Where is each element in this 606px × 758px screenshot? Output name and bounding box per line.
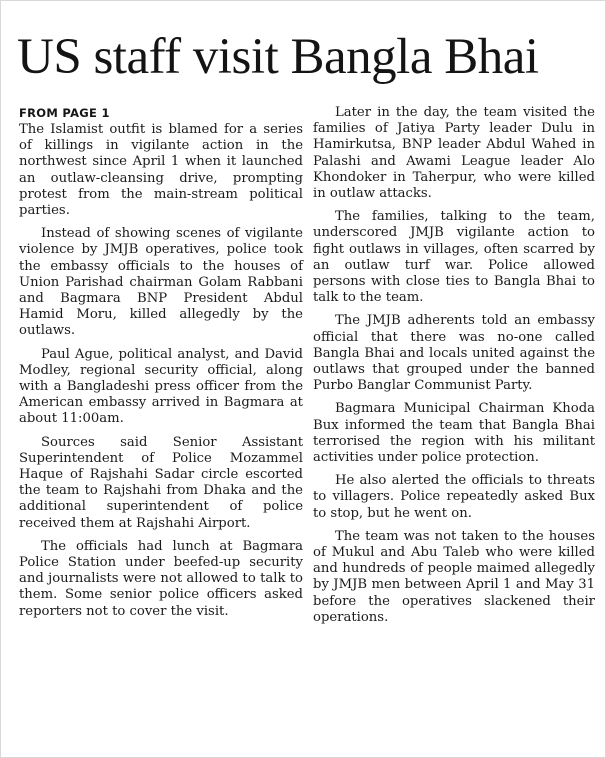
paragraph: The JMJB adherents told an embassy official that there was no-one called Bangla Bhai and locals united against the outlaws that grouped under the banned Purbo Banglar Communist Party. — [313, 313, 595, 394]
right-column — [313, 105, 595, 633]
paragraph: The families, talking to the team, underscored JMJB vigilante action to fight outlaws in villages, often scarred by an outlaw turf war. Police allowed persons with close ties to Bangla Bhai to talk to the team. — [313, 209, 595, 306]
paragraph: The officials had lunch at Bagmara Police Station under beefed-up security and journalists were not allowed to talk to them. Some senior police officers asked reporters not to cover the visit. — [19, 538, 303, 619]
paragraph: Instead of showing scenes of vigilante violence by JMJB operatives, police took the embassy officials to the houses of Union Parishad chairman Golam Rabbani and Bagmara BNP President Abdul Hamid Moru, killed allegedly by the outlaws. — [19, 226, 303, 339]
paragraph: The team was not taken to the houses of Mukul and Abu Taleb who were killed and hundreds of people maimed allegedly by JMJB men between April 1 and May 31 before the operatives slackened their operations. — [313, 528, 595, 625]
paragraph: Paul Ague, political analyst, and David Modley, regional security official, along with a Bangladeshi press officer from the American embassy arrived in Bagmara at about 11:00am. — [19, 346, 303, 427]
paragraph: The Islamist outfit is blamed for a series of killings in vigilante action in the northwest since April 1 when it launched an outlaw-cleansing drive, prompting protest from the main-stream political parties. — [19, 122, 303, 219]
paragraph: He also alerted the officials to threats to villagers. Police repeatedly asked Bux to stop, but he went on. — [313, 473, 595, 521]
paragraph: Bagmara Municipal Chairman Khoda Bux informed the team that Bangla Bhai terrorised the region with his militant activities under police protection. — [313, 401, 595, 466]
paragraph: Later in the day, the team visited the families of Jatiya Party leader Dulu in Hamirkutsa, BNP leader Abdul Wahed in Palashi and Awami League leader Alo Khondoker in Taherpur, who were killed in outlaw attacks. — [313, 105, 595, 202]
kicker: FROM PAGE 1 — [19, 106, 110, 120]
headline: US staff visit Bangla Bhai — [17, 29, 539, 85]
left-column — [19, 105, 303, 633]
paragraph: Sources said Senior Assistant Superintendent of Police Mozammel Haque of Rajshahi Sadar circle escorted the team to Rajshahi from Dhaka and the additional superintendent of police received them at Rajshahi Airport. — [19, 434, 303, 531]
article-body — [19, 105, 595, 633]
